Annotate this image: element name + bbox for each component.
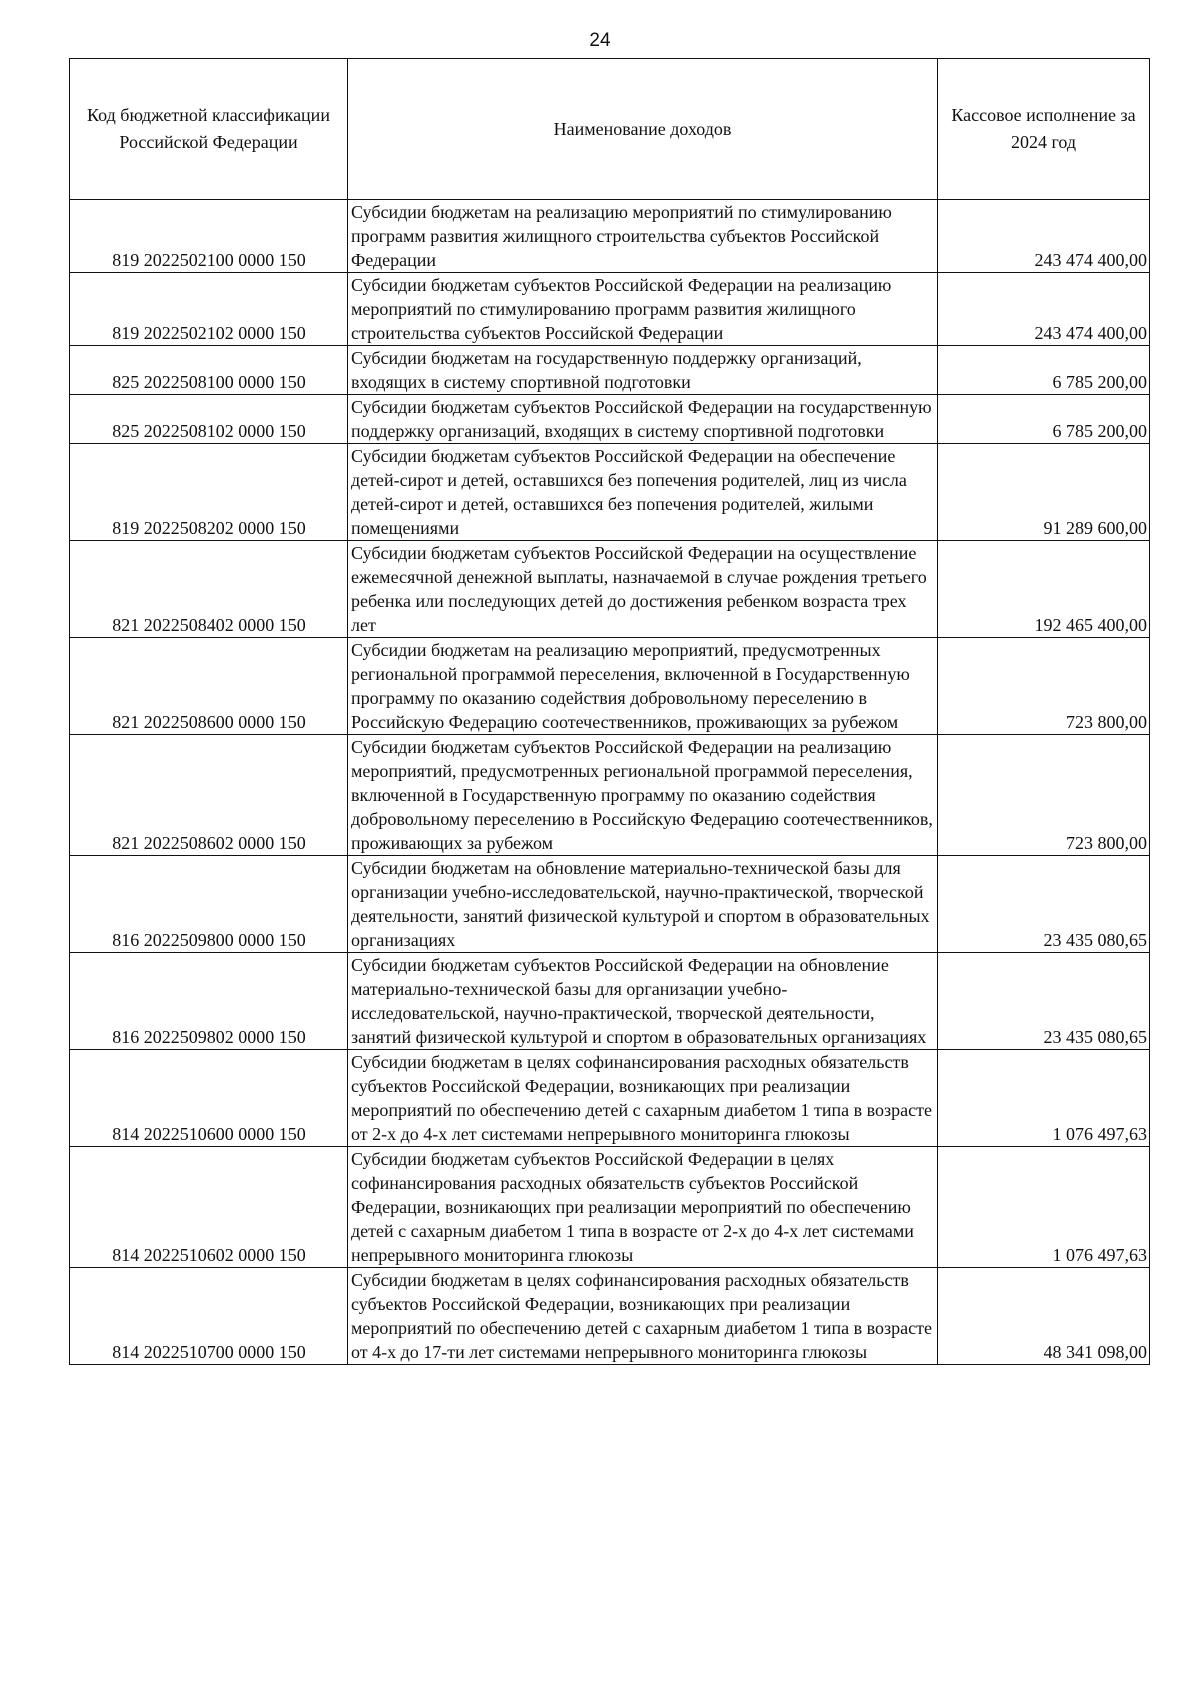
table-row (70, 346, 1150, 395)
budget-code-cell: 814 2022510602 0000 150 (70, 1147, 348, 1268)
header-code: Код бюджетной классификации Российской Федерации (70, 59, 348, 200)
revenue-name-cell: Субсидии бюджетам в целях софинансирования расходных обязательств субъектов Российской Федерации, возникающих при реализации мероприятий по обеспечению детей с сахарным диабетом 1 типа в возрасте от 4-х до 17-ти лет системами непрерывного мониторинга глюкозы (348, 1268, 938, 1365)
execution-amount-cell: 23 435 080,65 (938, 953, 1150, 1050)
table-row (70, 638, 1150, 735)
table-row (70, 444, 1150, 541)
table-header-row (70, 59, 1150, 200)
execution-amount-cell: 192 465 400,00 (938, 541, 1150, 638)
revenue-name-cell: Субсидии бюджетам на реализацию мероприятий по стимулированию программ развития жилищного строительства субъектов Российской Федерации (348, 200, 938, 273)
execution-amount-cell: 723 800,00 (938, 735, 1150, 856)
execution-amount-cell: 243 474 400,00 (938, 200, 1150, 273)
header-name: Наименование доходов (348, 59, 938, 200)
revenue-name-cell: Субсидии бюджетам на реализацию мероприятий, предусмотренных региональной программой переселения, включенной в Государственную программу по оказанию содействия добровольному переселению в Российскую Федерацию соотечественников, проживающих за рубежом (348, 638, 938, 735)
revenue-name-cell: Субсидии бюджетам субъектов Российской Федерации на государственную поддержку организаций, входящих в систему спортивной подготовки (348, 395, 938, 444)
table-row (70, 395, 1150, 444)
execution-amount-cell: 1 076 497,63 (938, 1147, 1150, 1268)
table-row (70, 200, 1150, 273)
revenue-name-cell: Субсидии бюджетам субъектов Российской Федерации на обеспечение детей-сирот и детей, оставшихся без попечения родителей, лиц из числа детей-сирот и детей, оставшихся без попечения родителей, жилыми помещениями (348, 444, 938, 541)
budget-code-cell: 821 2022508600 0000 150 (70, 638, 348, 735)
budget-code-cell: 816 2022509802 0000 150 (70, 953, 348, 1050)
table-row (70, 273, 1150, 346)
revenue-name-cell: Субсидии бюджетам на обновление материально-технической базы для организации учебно-исследовательской, научно-практической, творческой деятельности, занятий физической культурой и спортом в образовательных организациях (348, 856, 938, 953)
execution-amount-cell: 1 076 497,63 (938, 1050, 1150, 1147)
revenue-name-cell: Субсидии бюджетам субъектов Российской Федерации на реализацию мероприятий по стимулированию программ развития жилищного строительства субъектов Российской Федерации (348, 273, 938, 346)
execution-amount-cell: 243 474 400,00 (938, 273, 1150, 346)
budget-code-cell: 825 2022508102 0000 150 (70, 395, 348, 444)
header-amount: Кассовое исполнение за 2024 год (938, 59, 1150, 200)
execution-amount-cell: 6 785 200,00 (938, 395, 1150, 444)
table-body (70, 200, 1150, 1365)
budget-code-cell: 816 2022509800 0000 150 (70, 856, 348, 953)
execution-amount-cell: 723 800,00 (938, 638, 1150, 735)
table-row (70, 1147, 1150, 1268)
budget-code-cell: 814 2022510600 0000 150 (70, 1050, 348, 1147)
page-number: 24 (589, 30, 611, 51)
table-row (70, 856, 1150, 953)
budget-code-cell: 821 2022508402 0000 150 (70, 541, 348, 638)
table-row (70, 953, 1150, 1050)
table-row (70, 1268, 1150, 1365)
budget-code-cell: 814 2022510700 0000 150 (70, 1268, 348, 1365)
table-row (70, 1050, 1150, 1147)
execution-amount-cell: 91 289 600,00 (938, 444, 1150, 541)
execution-amount-cell: 48 341 098,00 (938, 1268, 1150, 1365)
revenue-name-cell: Субсидии бюджетам на государственную поддержку организаций, входящих в систему спортивной подготовки (348, 346, 938, 395)
revenue-name-cell: Субсидии бюджетам субъектов Российской Федерации в целях софинансирования расходных обязательств субъектов Российской Федерации, возникающих при реализации мероприятий по обеспечению детей с сахарным диабетом 1 типа в возрасте от 2-х до 4-х лет системами непрерывного мониторинга глюкозы (348, 1147, 938, 1268)
execution-amount-cell: 6 785 200,00 (938, 346, 1150, 395)
revenue-table (69, 58, 1150, 1365)
budget-code-cell: 821 2022508602 0000 150 (70, 735, 348, 856)
budget-code-cell: 819 2022502100 0000 150 (70, 200, 348, 273)
budget-code-cell: 819 2022508202 0000 150 (70, 444, 348, 541)
revenue-name-cell: Субсидии бюджетам субъектов Российской Федерации на обновление материально-технической базы для организации учебно-исследовательской, научно-практической, творческой деятельности, занятий физической культурой и спортом в образовательных организациях (348, 953, 938, 1050)
revenue-name-cell: Субсидии бюджетам в целях софинансирования расходных обязательств субъектов Российской Федерации, возникающих при реализации мероприятий по обеспечению детей с сахарным диабетом 1 типа в возрасте от 2-х до 4-х лет системами непрерывного мониторинга глюкозы (348, 1050, 938, 1147)
table-row (70, 541, 1150, 638)
execution-amount-cell: 23 435 080,65 (938, 856, 1150, 953)
revenue-name-cell: Субсидии бюджетам субъектов Российской Федерации на реализацию мероприятий, предусмотренных региональной программой переселения, включенной в Государственную программу по оказанию содействия добровольному переселению в Российскую Федерацию соотечественников, проживающих за рубежом (348, 735, 938, 856)
revenue-name-cell: Субсидии бюджетам субъектов Российской Федерации на осуществление ежемесячной денежной выплаты, назначаемой в случае рождения третьего ребенка или последующих детей до достижения ребенком возраста трех лет (348, 541, 938, 638)
budget-code-cell: 825 2022508100 0000 150 (70, 346, 348, 395)
budget-code-cell: 819 2022502102 0000 150 (70, 273, 348, 346)
table-row (70, 735, 1150, 856)
